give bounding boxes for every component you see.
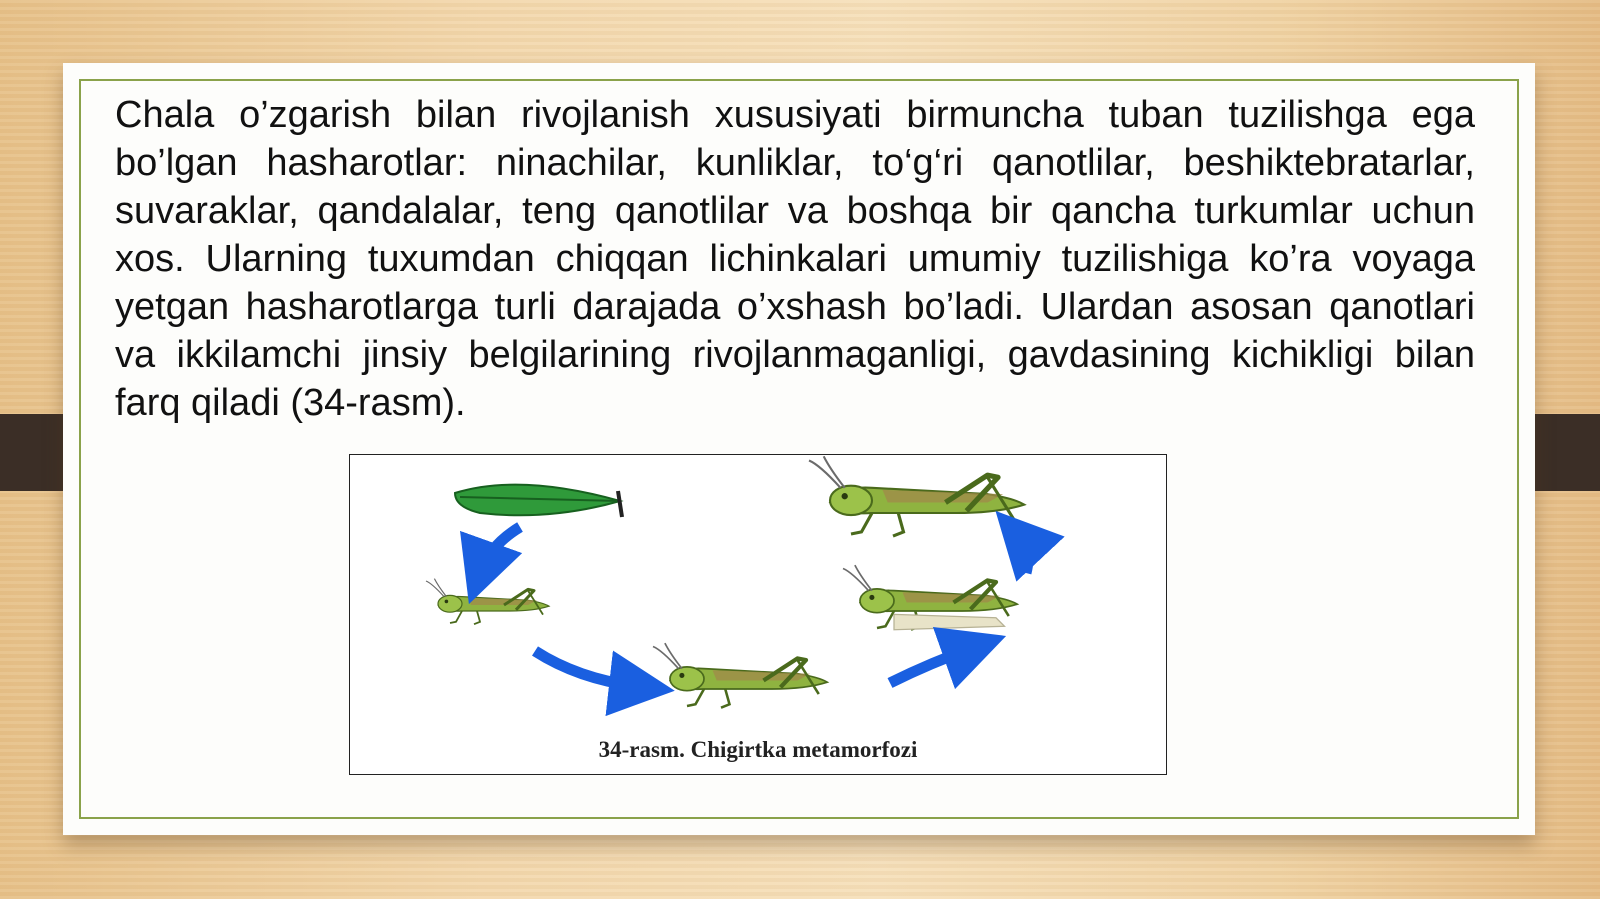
slide-paragraph: Chala o’zgarish bilan rivojlanish xususiyati birmuncha tuban tuzilishga ega bo’lgan hasharotlar: ninachilar, kunliklar, to‘g‘ri qanotlilar, beshiktebratarlar, suvaraklar, qandalalar, teng qanotlilar va boshqa bir qancha turkumlar uchun xos. Ularning tuxumdan chiqqan lichinkalari umumiy tuzilishiga ko’ra voyaga yetgan hasharotlarga turli darajada o’xshash bo’ladi. Ulardan asosan qanotlari va ikkilamchi jinsiy belgilarining rivojlanmaganligi, gavdasining kichikligi bilan farq qiladi (34-rasm). bbox=[115, 94, 1475, 424]
grasshopper-icon bbox=[809, 456, 1024, 536]
grasshopper-icon bbox=[426, 579, 549, 625]
metamorphosis-diagram bbox=[350, 455, 1168, 735]
grasshopper-icon bbox=[843, 565, 1017, 630]
grasshopper-icon bbox=[653, 643, 827, 708]
metamorphosis-figure bbox=[349, 454, 1167, 775]
figure-caption: 34-rasm. Chigirtka metamorfozi bbox=[598, 737, 918, 762]
leaf-icon bbox=[455, 485, 622, 517]
slide-card bbox=[63, 63, 1535, 835]
